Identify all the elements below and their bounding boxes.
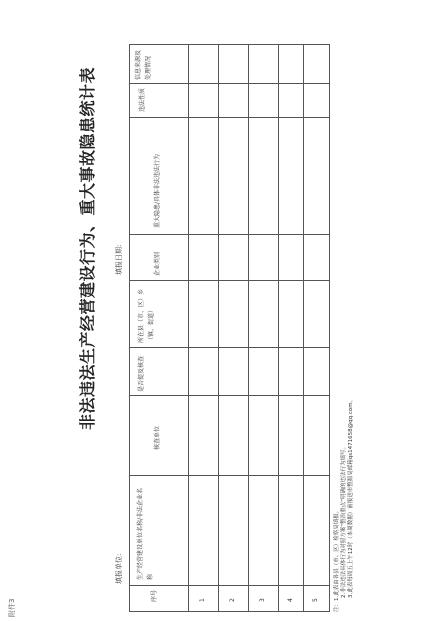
table-row: 4 — [287, 598, 294, 602]
table-row: 1 — [199, 598, 206, 602]
footnote: 3.此表每周五上午12时（本周数据）前报送市整源局邮箱qs1471658@qq.com。 — [348, 396, 354, 598]
footnote: 注：1.此表由各县（市、区）检察局填报。 — [334, 507, 340, 612]
fill-date-label: 填报日期: — [115, 244, 123, 275]
header-info-source: 信息来源及处理情况 — [135, 49, 152, 80]
table-row: 2 — [229, 598, 236, 602]
header-violation-nature: 违法性质 — [139, 87, 146, 112]
table-row: 3 — [259, 598, 266, 602]
header-enterprise-category: 企业类别 — [154, 251, 161, 276]
table-row: 5 — [312, 598, 319, 602]
footnote: 2.非法违法具体行为对照方案“整治重点”明确的违法行为填写。 — [341, 444, 347, 598]
header-enterprise-name: 生产经营建设单位名称/非法企业名称 — [137, 487, 154, 580]
header-referred-for-inspection: 是否提及核查 — [138, 355, 145, 392]
header-hazard-behavior: 重大隐患/具体非法违法行为 — [154, 153, 161, 228]
header-county-township: 所在县（市、区）乡（镇、街道） — [138, 288, 155, 343]
page-title: 非法违法生产经营建设行为、重大事故隐患统计表 — [78, 66, 97, 430]
header-inspection-unit: 核查单位 — [154, 425, 161, 450]
fill-unit-label: 填报单位: — [115, 553, 123, 584]
header-serial-number: 序号 — [151, 589, 158, 602]
attachment-label: 附件3 — [8, 598, 16, 617]
